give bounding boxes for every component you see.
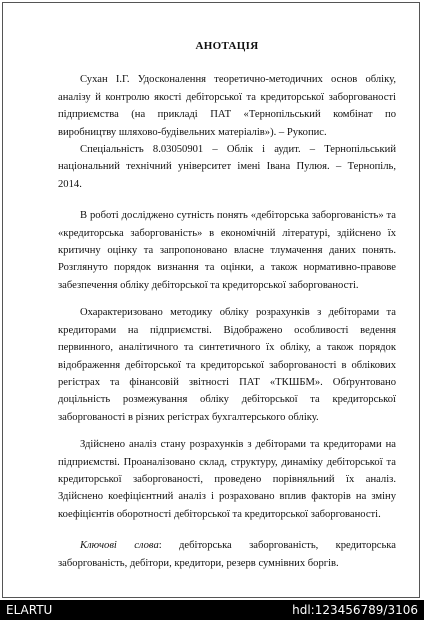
footer-bar [0, 600, 424, 620]
abstract-paragraph-1: В роботі досліджено сутність понять «дебіторська заборгованість» та «кредиторська заборгованість» в економічній літературі, здійснено їх критичну оцінку та запропоновано власне тлумачення даних понять. Розглянуто порядок визнання та оцінки, а також нормативно-правове забезпечення обліку дебіторської та кредиторської заборгованості. [58, 210, 396, 291]
abstract-paragraph-3: Здійснено аналіз стану розрахунків з дебіторами та кредиторами на підприємстві. Проаналізовано склад, структуру, динаміку дебіторської та кредиторської заборгованості, проведено порівняльний їх аналіз. Здійснено коефіцієнтний аналіз і розраховано вплив факторів на зміну коефіцієнтів оборотності дебіторської та кредиторської заборгованості. [58, 439, 396, 520]
document-content [58, 38, 396, 572]
document-title: АНОТАЦІЯ [195, 40, 259, 52]
repository-name: ELARTU [6, 603, 53, 617]
keywords [58, 537, 396, 572]
keywords-text: : дебіторська заборгованість, кредиторська заборгованість, дебітори, кредитори, резерв сумнівних боргів. [58, 540, 396, 569]
handle-id: hdl:123456789/3106 [292, 603, 418, 617]
abstract-paragraph-2: Охарактеризовано методику обліку розрахунків з дебіторами та кредиторами на підприємстві. Відображено особливості ведення первинного, аналітичного та синтетичного їх обліку, а також порядок відображення дебіторської та кредиторської заборгованості в облікових регістрах та фінансовій звітності ПАТ «ТКШБМ». Обґрунтовано доцільність розмежування обліку дебіторської та кредиторської заборгованості в різних регістрах бухгалтерського обліку. [58, 307, 396, 423]
citation-author-title: Сухан І.Г. Удосконалення теоретично-методичних основ обліку, аналізу й контролю якості дебіторської та кредиторської заборгованості підприємства (на прикладі ПАТ «Тернопільський комбінат по виробництву шляхово-будівельних матеріалів»). – Рукопис. [58, 74, 396, 138]
citation-specialty: Спеціальність 8.03050901 – Облік і аудит. – Тернопільський національний технічний університет імені Івана Пулюя. – Тернопіль, 2014. [58, 144, 396, 190]
keywords-label: Ключові слова [80, 540, 159, 552]
